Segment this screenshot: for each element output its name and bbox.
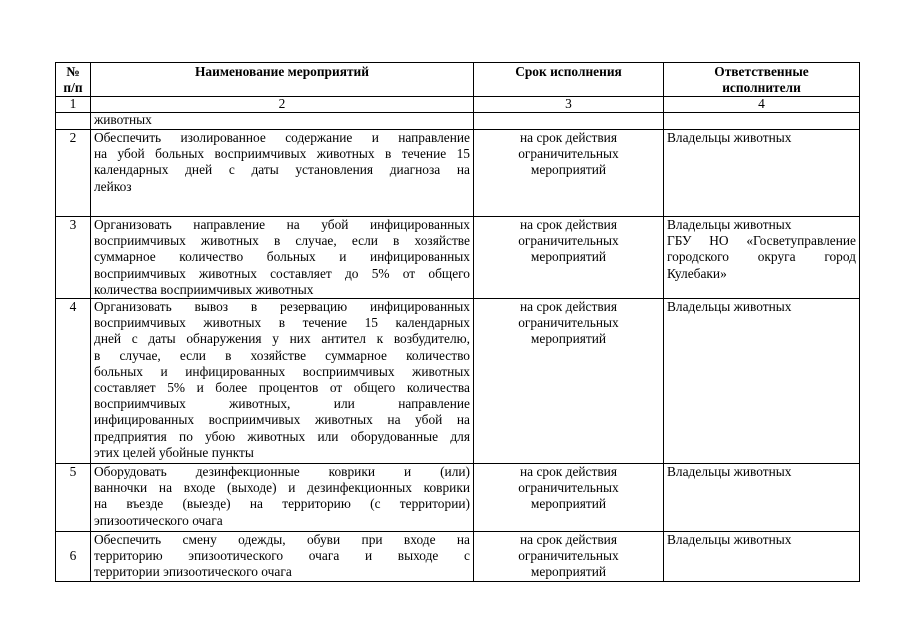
- term-cell: [474, 299, 664, 464]
- measure-text-line: на въезде (выезде) на территорию (с территории): [94, 496, 470, 512]
- continuation-num-cell: [56, 113, 91, 130]
- measure-text-line: в случае, если в хозяйстве суммарное количество: [94, 347, 470, 363]
- header-name: Наименование мероприятий: [91, 63, 474, 97]
- measure-text-line: ванночки на входе (выходе) и дезинфекционных коврики: [94, 480, 470, 496]
- table-row: [56, 464, 860, 532]
- responsible-line: городского округа город: [667, 249, 856, 265]
- measure-text-line: эпизоотического очага: [94, 512, 223, 528]
- measure-text-line: составляет 5% и более процентов от общего количества: [94, 380, 470, 396]
- measures-table: [55, 62, 860, 582]
- term-line: мероприятий: [530, 162, 607, 178]
- table-body: [56, 130, 860, 582]
- term-line: на срок действия: [519, 217, 617, 232]
- term-line: на срок действия: [519, 130, 617, 145]
- row-number: 6: [56, 532, 91, 582]
- row-number: 2: [56, 130, 91, 217]
- table-row: [56, 299, 860, 464]
- table-row: [56, 217, 860, 299]
- responsible-cell: [664, 532, 860, 582]
- measure-text-line: лейкоз: [94, 178, 132, 194]
- measure-text-line: территорию эпизоотического очага и выходе с: [94, 548, 470, 564]
- header-resp-line1: Ответственные: [714, 64, 809, 79]
- column-number: 1: [56, 97, 91, 113]
- measure-text: [91, 532, 474, 582]
- header-resp: [664, 63, 860, 97]
- term-cell: [474, 532, 664, 582]
- measure-text: [91, 464, 474, 532]
- term-line: на срок действия: [519, 464, 617, 480]
- measure-text-line: инфицированных восприимчивых животных на убой на: [94, 412, 470, 428]
- term-line: на срок действия: [519, 532, 617, 548]
- responsible-cell: [664, 464, 860, 532]
- column-number: 4: [664, 97, 860, 113]
- row-number: 4: [56, 299, 91, 464]
- header-term: Срок исполнения: [474, 63, 664, 97]
- measure-text-line: восприимчивых животных, или направление: [94, 396, 470, 412]
- table-row: [56, 130, 860, 217]
- measure-text-line: Обеспечить изолированное содержание и направление: [94, 130, 470, 145]
- term-cell: [474, 217, 664, 299]
- measure-text-line: календарных дней с даты установления диагноза на: [94, 162, 470, 178]
- measure-text-line: Организовать направление на убой инфицированных: [94, 217, 470, 232]
- term-cell: [474, 464, 664, 532]
- responsible-cell: [664, 299, 860, 464]
- column-number-row: [56, 97, 860, 113]
- responsible-line: Кулебаки»: [667, 265, 727, 281]
- measure-text-line: Обеспечить смену одежды, обуви при входе на: [94, 532, 470, 548]
- responsible-cell: [664, 217, 860, 299]
- header-resp-line2: исполнители: [722, 79, 801, 95]
- term-line: ограничительных: [518, 146, 619, 162]
- responsible-cell: [664, 130, 860, 217]
- header-num-line1: №: [66, 64, 80, 79]
- measure-text-line: количества восприимчивых животных: [94, 281, 314, 297]
- measure-text: [91, 299, 474, 464]
- measure-text-line: восприимчивых животных в случае, если в хозяйстве: [94, 233, 470, 249]
- term-line: ограничительных: [518, 315, 619, 331]
- responsible-line: ГБУ НО «Госветуправление: [667, 233, 856, 249]
- column-number: 2: [91, 97, 474, 113]
- continuation-term-cell: [474, 113, 664, 130]
- measure-text-line: восприимчивых животных в течение 15 календарных: [94, 315, 470, 331]
- continuation-resp-cell: [664, 113, 860, 130]
- table-row: [56, 532, 860, 582]
- header-num-line2: п/п: [63, 79, 83, 95]
- term-line: ограничительных: [518, 480, 619, 496]
- term-line: ограничительных: [518, 233, 619, 249]
- row-number: 3: [56, 217, 91, 299]
- column-number: 3: [474, 97, 664, 113]
- responsible-line: Владельцы животных: [667, 532, 792, 548]
- measure-text-line: дней с даты обнаружения у них антител к возбудителю,: [94, 331, 470, 347]
- responsible-line: Владельцы животных: [667, 299, 792, 315]
- continuation-text: животных: [91, 113, 474, 130]
- continuation-row: [56, 113, 860, 130]
- measure-text: [91, 217, 474, 299]
- measure-text: [91, 130, 474, 217]
- measure-text-line: на убой больных восприимчивых животных в течение 15: [94, 146, 470, 162]
- term-line: мероприятий: [530, 564, 607, 580]
- term-line: ограничительных: [518, 548, 619, 564]
- measure-text-line: восприимчивых животных составляет до 5% от общего: [94, 265, 470, 281]
- responsible-line: Владельцы животных: [667, 464, 792, 480]
- term-line: мероприятий: [530, 331, 607, 347]
- responsible-line: Владельцы животных: [667, 130, 792, 145]
- term-line: мероприятий: [530, 496, 607, 512]
- term-cell: [474, 130, 664, 217]
- measure-text-line: Организовать вывоз в резервацию инфицированных: [94, 299, 470, 315]
- measure-text-line: Оборудовать дезинфекционные коврики и (или): [94, 464, 470, 480]
- term-line: на срок действия: [519, 299, 617, 315]
- term-line: мероприятий: [530, 249, 607, 265]
- measure-text-line: суммарное количество больных и инфицированных: [94, 249, 470, 265]
- measure-text-line: больных и инфицированных восприимчивых животных: [94, 363, 470, 379]
- measure-text-line: предприятия по убою животных или оборудованные для: [94, 428, 470, 444]
- row-number: 5: [56, 464, 91, 532]
- measure-text-line: территории эпизоотического очага: [94, 564, 292, 580]
- measure-text-line: этих целей убойные пункты: [94, 444, 254, 460]
- responsible-line: Владельцы животных: [667, 217, 792, 232]
- table-header-row: [56, 63, 860, 97]
- header-num: [56, 63, 91, 97]
